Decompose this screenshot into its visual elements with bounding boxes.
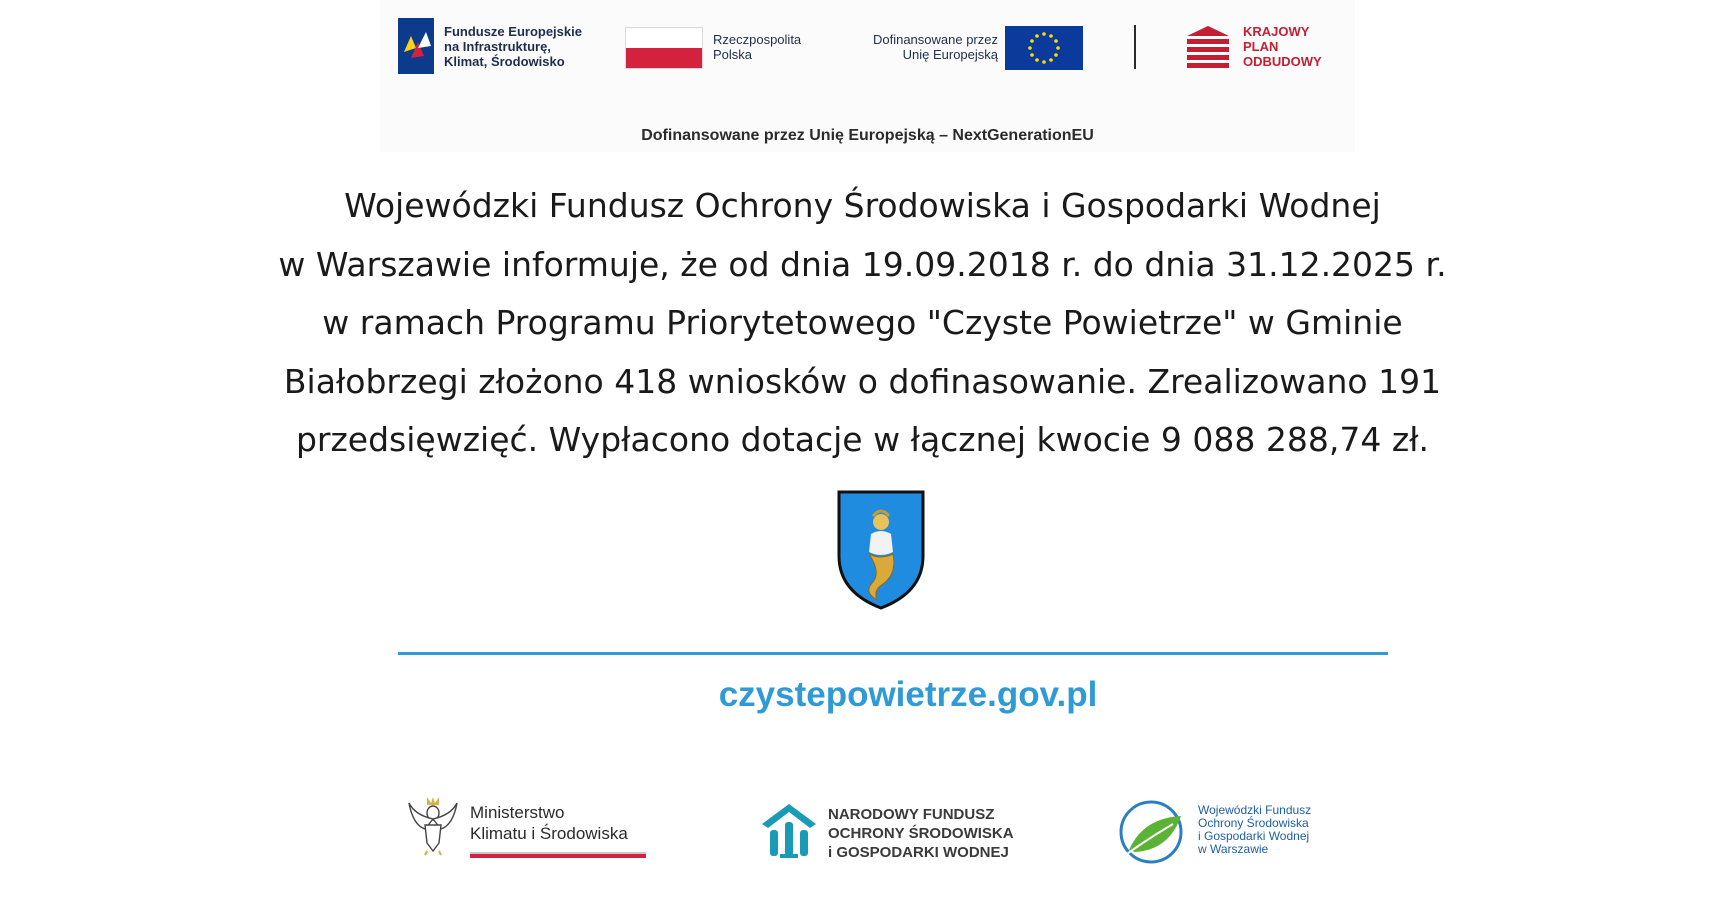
nextgen-caption: Dofinansowane przez Unię Europejską – NextGenerationEU (641, 127, 1094, 144)
wfosigw-label: Wojewódzki Fundusz Ochrony Środowiska i Gospodarki Wodnej w Warszawie (1198, 803, 1312, 856)
site-url[interactable]: czystepowietrze.gov.pl (718, 675, 1098, 714)
nfosigw-label: NARODOWY FUNDUSZ OCHRONY ŚRODOWISKA i GOSPODARKI WODNEJ (828, 806, 1014, 861)
ministerstwo-label: Ministerstwo Klimatu i Środowiska (470, 803, 628, 843)
coat-of-arms-icon (833, 488, 929, 610)
kpo-label: KRAJOWY PLAN ODBUDOWY (1243, 24, 1322, 69)
ministerstwo-flag-bar (470, 852, 646, 858)
kpo-icon (1185, 24, 1231, 70)
wfosigw-icon (1113, 798, 1191, 866)
logo-divider (1134, 25, 1136, 69)
nfosigw-icon (758, 800, 820, 862)
polish-flag-icon (625, 27, 703, 69)
rzeczpospolita-label: Rzeczpospolita Polska (713, 32, 802, 62)
white-eagle-icon (405, 795, 461, 857)
fundusze-europejskie-icon (398, 18, 434, 74)
announcement-text: Wojewódzki Fundusz Ochrony Środowiska i Gospodarki Wodnej w Warszawie informuje, że od dnia 19.09.2018 r. do dnia 31.12.2025 r. w ramach Programu Priorytetowego "Czyste Powietrze" w Gminie Białobrzegi złożono 418 wniosków o dofinasowanie. Zrealizowano 191 przedsięwzięć. Wypłacono dotacje w łącznej kwocie 9 088 288,74 zł. (278, 186, 1447, 459)
divider-line (398, 652, 1388, 655)
eu-cofinanced-label: Dofinansowane przez Unię Europejską (872, 32, 998, 62)
eu-flag-icon (1005, 26, 1083, 70)
fundusze-europejskie-label: Fundusze Europejskie na Infrastrukturę, Klimat, Środowisko (444, 24, 582, 69)
